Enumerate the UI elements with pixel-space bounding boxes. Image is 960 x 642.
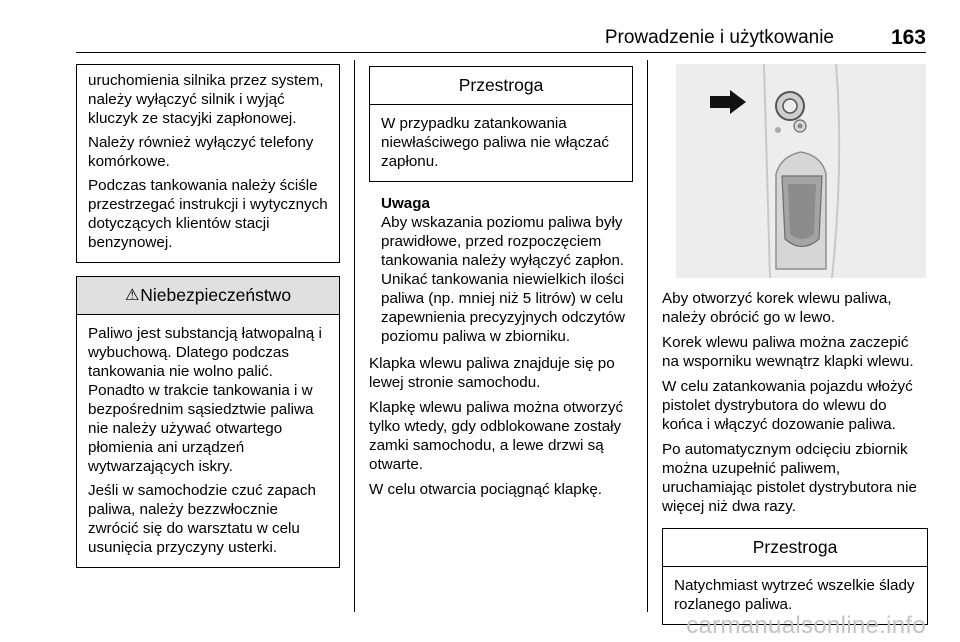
fuel-filler-figure	[676, 64, 926, 278]
paragraph: Paliwo jest substancją łatwopalną i wybuchową. Dlatego podczas tankowania nie wolno palić. Ponadto w trakcie tankowania i w bezpośrednim sąsiedztwie paliwa nie należy używać otwartego płomienia ani urządzeń wytwarzających iskry.	[88, 325, 322, 475]
page-number: 163	[890, 26, 926, 49]
column-divider	[647, 60, 648, 612]
caution-text: Natychmiast wytrzeć wszelkie ślady rozlanego paliwa.	[674, 577, 915, 613]
danger-heading	[77, 277, 339, 315]
paragraph: Po automatycznym odcięciu zbiornik można uzupełnić paliwem, uruchamiając pistolet dystrybutora nie więcej niż dwa razy.	[662, 441, 917, 515]
paragraph: Aby otworzyć korek wlewu paliwa, należy obrócić go w lewo.	[662, 290, 892, 326]
caution-box	[369, 66, 633, 182]
note-title: Uwaga	[381, 195, 430, 212]
fuel-filler-cap-illustration	[676, 64, 926, 278]
paragraph: Korek wlewu paliwa można zaczepić na wsporniku wewnątrz klapki wlewu.	[662, 334, 914, 370]
caution-box	[662, 528, 928, 625]
paragraph: Klapka wlewu paliwa znajduje się po lewej stronie samochodu.	[369, 355, 615, 391]
warning-triangle-icon: ⚠	[124, 287, 140, 304]
continued-text-box	[76, 64, 340, 263]
paragraph: W celu zatankowania pojazdu włożyć pistolet dystrybutora do wlewu do końca i włączyć dozowanie paliwa.	[662, 378, 913, 433]
page-header	[76, 22, 926, 53]
note-text: Aby wskazania poziomu paliwa były prawidłowe, przed rozpoczęciem tankowania należy wyłączyć zapłon. Unikać tankowania niewielkich ilości paliwa (np. mniej niż 5 litrów) w celu zapewnienia precyzyjnych odczytów poziomu paliwa w zbiorniku.	[381, 214, 625, 345]
danger-box	[76, 276, 340, 568]
note	[381, 194, 633, 346]
column-1	[76, 64, 340, 568]
section-title: Prowadzenie i użytkowanie	[604, 27, 834, 48]
paragraph: Jeśli w samochodzie czuć zapach paliwa, należy bezzwłocznie zwrócić się do warsztatu w celu usunięcia przyczyny usterki.	[88, 482, 316, 556]
column-2	[369, 66, 633, 505]
caution-heading: Przestroga	[663, 529, 927, 567]
watermark: carmanualsonline.info	[686, 612, 926, 639]
paragraph: Należy również wyłączyć telefony komórkowe.	[88, 134, 314, 170]
column-divider	[354, 60, 355, 612]
danger-heading-label: Niebezpieczeństwo	[140, 285, 292, 305]
column-3	[662, 289, 928, 625]
caution-heading: Przestroga	[370, 67, 632, 105]
paragraph: W celu otwarcia pociągnąć klapkę.	[369, 481, 602, 498]
paragraph: Podczas tankowania należy ściśle przestrzegać instrukcji i wytycznych dotyczących klientów stacji benzynowej.	[88, 177, 328, 251]
caution-text: W przypadku zatankowania niewłaściwego paliwa nie włączać zapłonu.	[381, 115, 609, 170]
paragraph: uruchomienia silnika przez system, należy wyłączyć silnik i wyjąć kluczyk ze stacyjki zapłonowej.	[88, 72, 324, 127]
paragraph: Klapkę wlewu paliwa można otworzyć tylko wtedy, gdy odblokowane zostały zamki samochodu, a lewe drzwi są otwarte.	[369, 399, 624, 473]
